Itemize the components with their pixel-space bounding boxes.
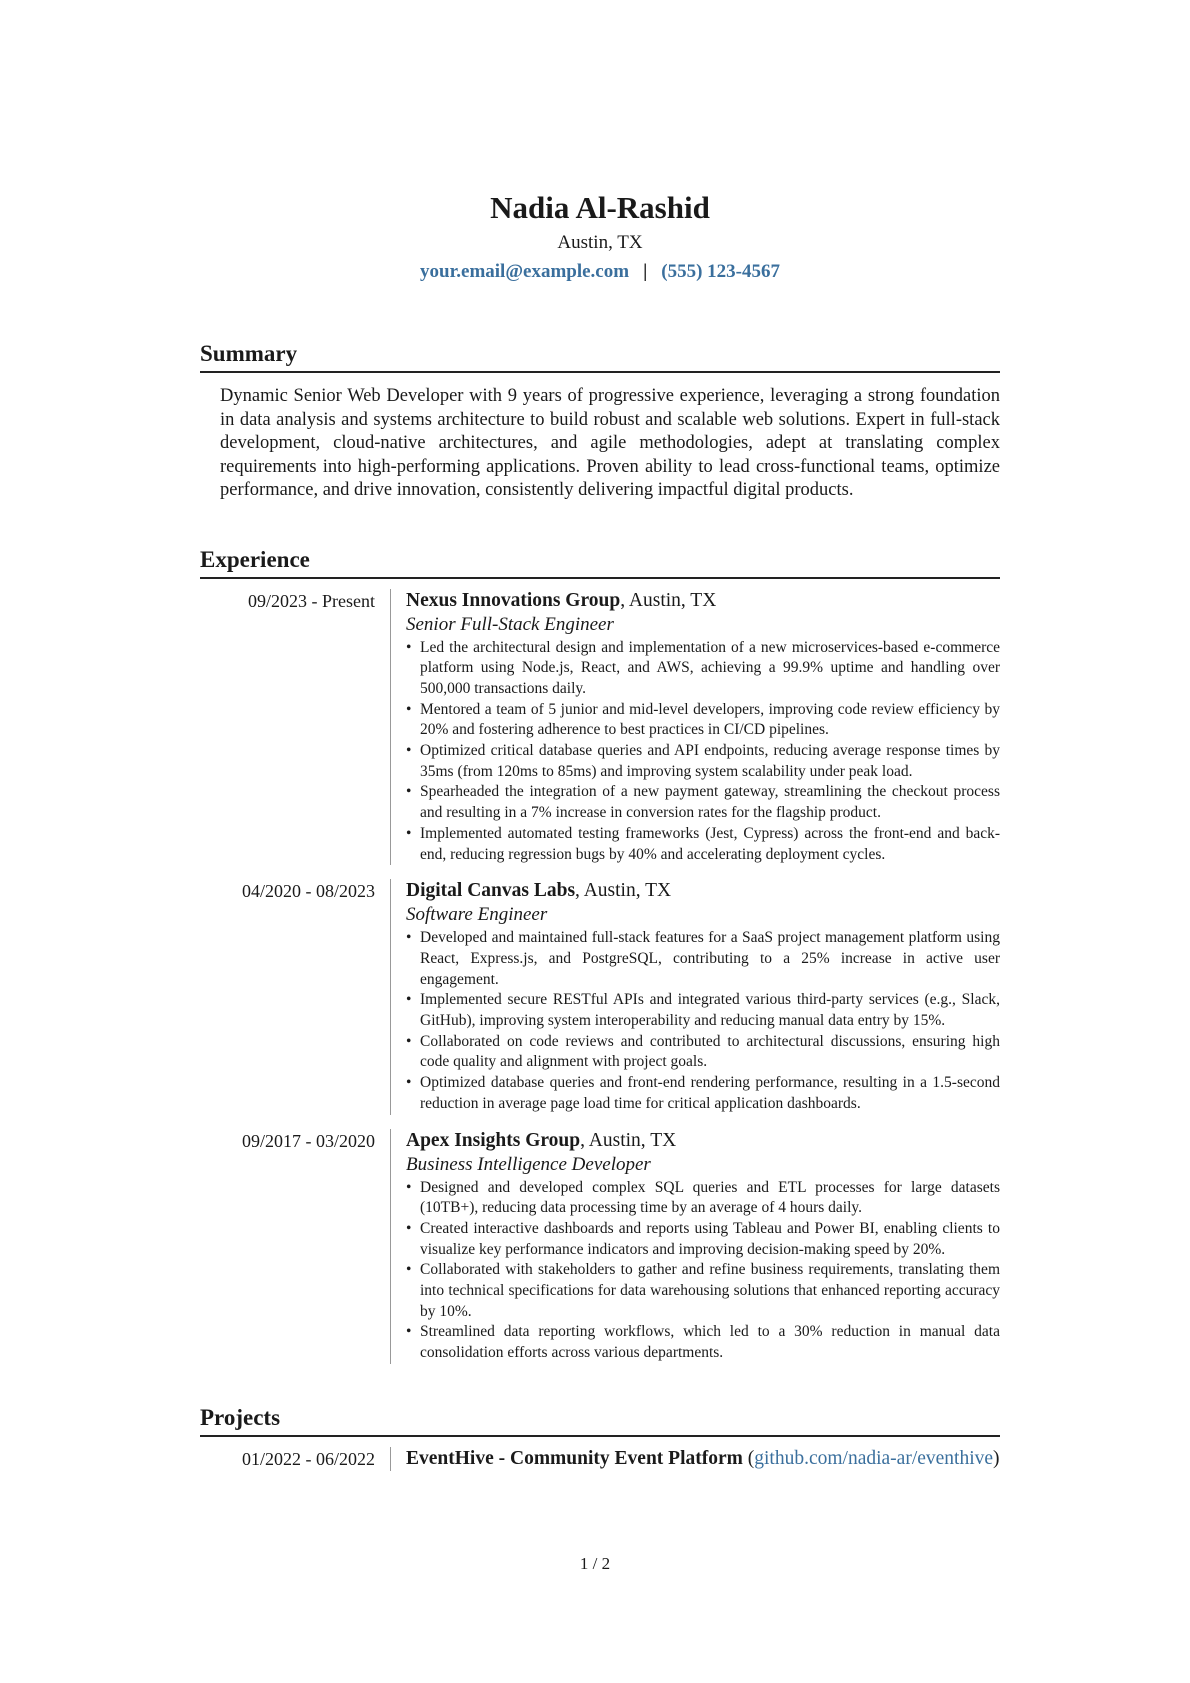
resume-header (200, 190, 1000, 284)
experience-entry (200, 589, 1000, 866)
resume-page (200, 0, 1000, 1471)
company-location: , Austin, TX (620, 589, 717, 611)
project-heading (406, 1447, 1000, 1471)
experience-list (200, 589, 1000, 1364)
entry-body (390, 879, 1000, 1114)
entry-heading (406, 589, 1000, 613)
entry-body (390, 1129, 1000, 1364)
contact-separator: | (643, 261, 648, 282)
entry-body (390, 1447, 1000, 1471)
company-name: Apex Insights Group (406, 1129, 581, 1151)
entry-heading (406, 1129, 1000, 1153)
job-role: Senior Full-Stack Engineer (406, 613, 614, 635)
company-location: , Austin, TX (575, 880, 672, 902)
phone-link[interactable]: (555) 123-4567 (661, 261, 780, 282)
candidate-name: Nadia Al-Rashid (490, 190, 710, 225)
summary-section (200, 340, 1000, 503)
entry-date: 09/2017 - 03/2020 (242, 1130, 375, 1151)
achievement-item: • Mentored a team of 5 junior and mid-level developers, improving code review efficiency by 20% and fostering adherence to best practices in CI/CD pipelines. (406, 700, 1000, 741)
summary-text: Dynamic Senior Web Developer with 9 years of progressive experience, leveraging a strong foundation in data analysis and systems architecture to build robust and scalable web solutions. Expert in full-stack development, cloud-native architectures, and agile methodologies, adept at translating complex requirements into high-performing applications. Proven ability to lead cross-functional teams, optimize performance, and drive innovation, consistently delivering impactful digital products. (220, 386, 1000, 500)
achievement-item: • Created interactive dashboards and reports using Tableau and Power BI, enabling clients to visualize key performance indicators and improving decision-making speed by 20%. (406, 1219, 1000, 1260)
contact-line (200, 260, 1000, 284)
candidate-location: Austin, TX (557, 232, 643, 253)
page-number: 1 / 2 (579, 1554, 611, 1573)
achievement-item: • Collaborated on code reviews and contributed to architectural discussions, ensuring high code quality and alignment with project goals. (406, 1032, 1000, 1073)
project-link-open: ( (742, 1447, 755, 1469)
entry-date: 04/2020 - 08/2023 (242, 881, 375, 902)
company-location: , Austin, TX (580, 1129, 677, 1151)
project-repo-link[interactable]: github.com/nadia-ar/eventhive (754, 1447, 994, 1469)
project-link-close: ) (993, 1447, 1000, 1469)
entry-body (390, 589, 1000, 866)
entry-heading (406, 879, 1000, 903)
achievement-item: • Optimized critical database queries and API endpoints, reducing average response times by 35ms (from 120ms to 85ms) and improving system scalability under peak load. (406, 741, 1000, 782)
achievement-item: • Collaborated with stakeholders to gather and refine business requirements, translating them into technical specifications for data warehousing solutions that enhanced reporting accuracy by 10%. (406, 1260, 1000, 1322)
achievement-item: • Spearheaded the integration of a new payment gateway, streamlining the checkout process and resulting in a 7% increase in conversion rates for the flagship product. (406, 782, 1000, 823)
experience-entry (200, 1129, 1000, 1364)
achievement-list (406, 638, 1000, 866)
achievement-item: • Designed and developed complex SQL queries and ETL processes for large datasets (10TB+), reducing data processing time by an average of 4 hours daily. (406, 1178, 1000, 1219)
job-role: Business Intelligence Developer (406, 1153, 651, 1175)
entry-date: 01/2022 - 06/2022 (242, 1448, 375, 1469)
project-entry (200, 1447, 1000, 1471)
experience-heading: Experience (200, 546, 1000, 579)
experience-entry (200, 879, 1000, 1114)
project-name: EventHive - Community Event Platform (406, 1447, 743, 1469)
achievement-list (406, 928, 1000, 1114)
achievement-item: • Streamlined data reporting workflows, which led to a 30% reduction in manual data consolidation efforts across various departments. (406, 1322, 1000, 1363)
projects-section (200, 1404, 1000, 1471)
achievement-item: • Led the architectural design and implementation of a new microservices-based e-commerce platform using Node.js, React, and AWS, achieving a 99.9% uptime and handling over 500,000 transactions daily. (406, 638, 1000, 700)
experience-section (200, 546, 1000, 1364)
achievement-item: • Implemented secure RESTful APIs and integrated various third-party services (e.g., Slack, GitHub), improving system interoperability and reducing manual data entry by 15%. (406, 990, 1000, 1031)
job-role: Software Engineer (406, 904, 548, 926)
achievement-item: • Developed and maintained full-stack features for a SaaS project management platform using React, Express.js, and PostgreSQL, contributing to a 25% increase in active user engagement. (406, 928, 1000, 990)
achievement-item: • Implemented automated testing frameworks (Jest, Cypress) across the front-end and back-end, reducing regression bugs by 40% and accelerating deployment cycles. (406, 824, 1000, 865)
email-link[interactable]: your.email@example.com (420, 261, 630, 282)
summary-heading: Summary (200, 340, 1000, 373)
project-list (200, 1447, 1000, 1471)
company-name: Nexus Innovations Group (406, 589, 621, 611)
projects-heading: Projects (200, 1404, 1000, 1437)
achievement-item: • Optimized database queries and front-end rendering performance, resulting in a 1.5-second reduction in average page load time for critical application dashboards. (406, 1073, 1000, 1114)
entry-date: 09/2023 - Present (248, 590, 375, 611)
achievement-list (406, 1178, 1000, 1364)
company-name: Digital Canvas Labs (406, 880, 576, 902)
